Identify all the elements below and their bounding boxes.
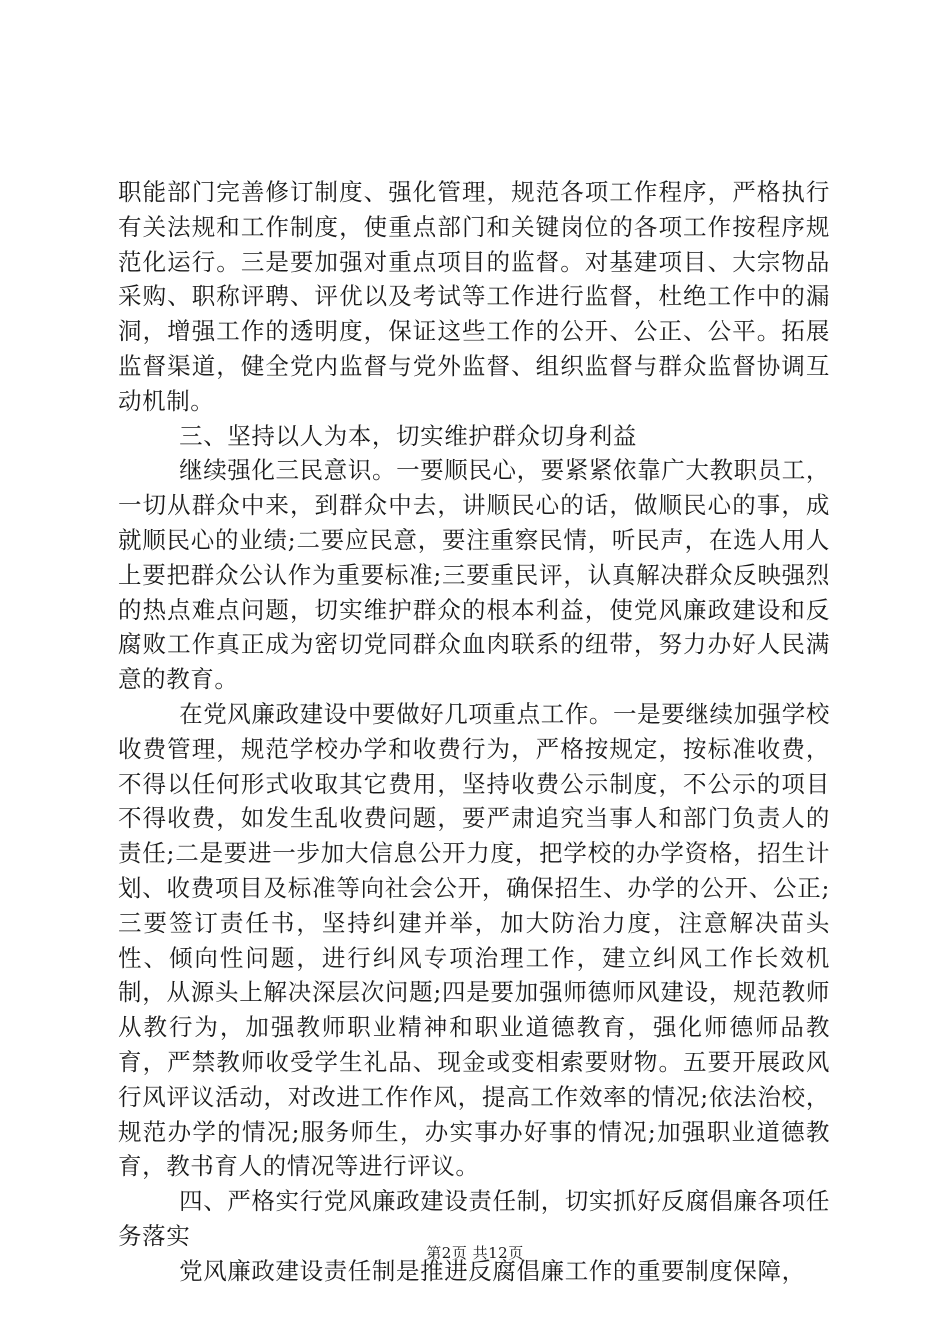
document-body — [118, 175, 830, 1289]
paragraph-continuation: 职能部门完善修订制度、强化管理，规范各项工作程序，严格执行有关法规和工作制度，使重点部门和关键岗位的各项工作按程序规范化运行。三是要加强对重点项目的监督。对基建项目、大宗物品采购、职称评聘、评优以及考试等工作进行监督，杜绝工作中的漏洞，增强工作的透明度，保证这些工作的公开、公正、公平。拓展监督渠道，健全党内监督与党外监督、组织监督与群众监督协调互动机制。 — [118, 178, 830, 415]
section-heading-3: 三、坚持以人为本，切实维护群众切身利益 — [179, 421, 637, 450]
paragraph: 党风廉政建设责任制是推进反腐倡廉工作的重要制度保障， — [179, 1256, 806, 1285]
paragraph: 在党风廉政建设中要做好几项重点工作。一是要继续加强学校收费管理，规范学校办学和收费行为，严格按规定，按标准收费，不得以任何形式收取其它费用，坚持收费公示制度，不公示的项目不得收费，如发生乱收费问题，要严肃追究当事人和部门负责人的责任;二是要进一步加大信息公开力度，把学校的办学资格，招生计划、收费项目及标准等向社会公开，确保招生、办学的公开、公正;三要签订责任书，坚持纠建并举，加大防治力度，注意解决苗头性、倾向性问题，进行纠风专项治理工作，建立纠风工作长效机制，从源头上解决深层次问题;四是要加强师德师风建设，规范教师从教行为，加强教师职业精神和职业道德教育，强化师德师品教育，严禁教师收受学生礼品、现金或变相索要财物。五要开展政风行风评议活动，对改进工作作风，提高工作效率的情况;依法治校，规范办学的情况;服务师生，办实事办好事的情况;加强职业道德教育，教书育人的情况等进行评议。 — [118, 699, 830, 1181]
section-heading-4: 四、严格实行党风廉政建设责任制，切实抓好反腐倡廉各项任务落实 — [118, 1187, 830, 1250]
page-number-footer: 第2页 共12页 — [426, 1244, 524, 1262]
paragraph: 继续强化三民意识。一要顺民心，要紧紧依靠广大教职员工，一切从群众中来，到群众中去，讲顺民心的话，做顺民心的事，成就顺民心的业绩;二要应民意，要注重察民情，听民声，在选人用人上要把群众公认作为重要标准;三要重民评，认真解决群众反映强烈的热点难点问题，切实维护群众的根本利益，使党风廉政建设和反腐败工作真正成为密切党同群众血肉联系的纽带，努力办好人民满意的教育。 — [118, 456, 830, 694]
